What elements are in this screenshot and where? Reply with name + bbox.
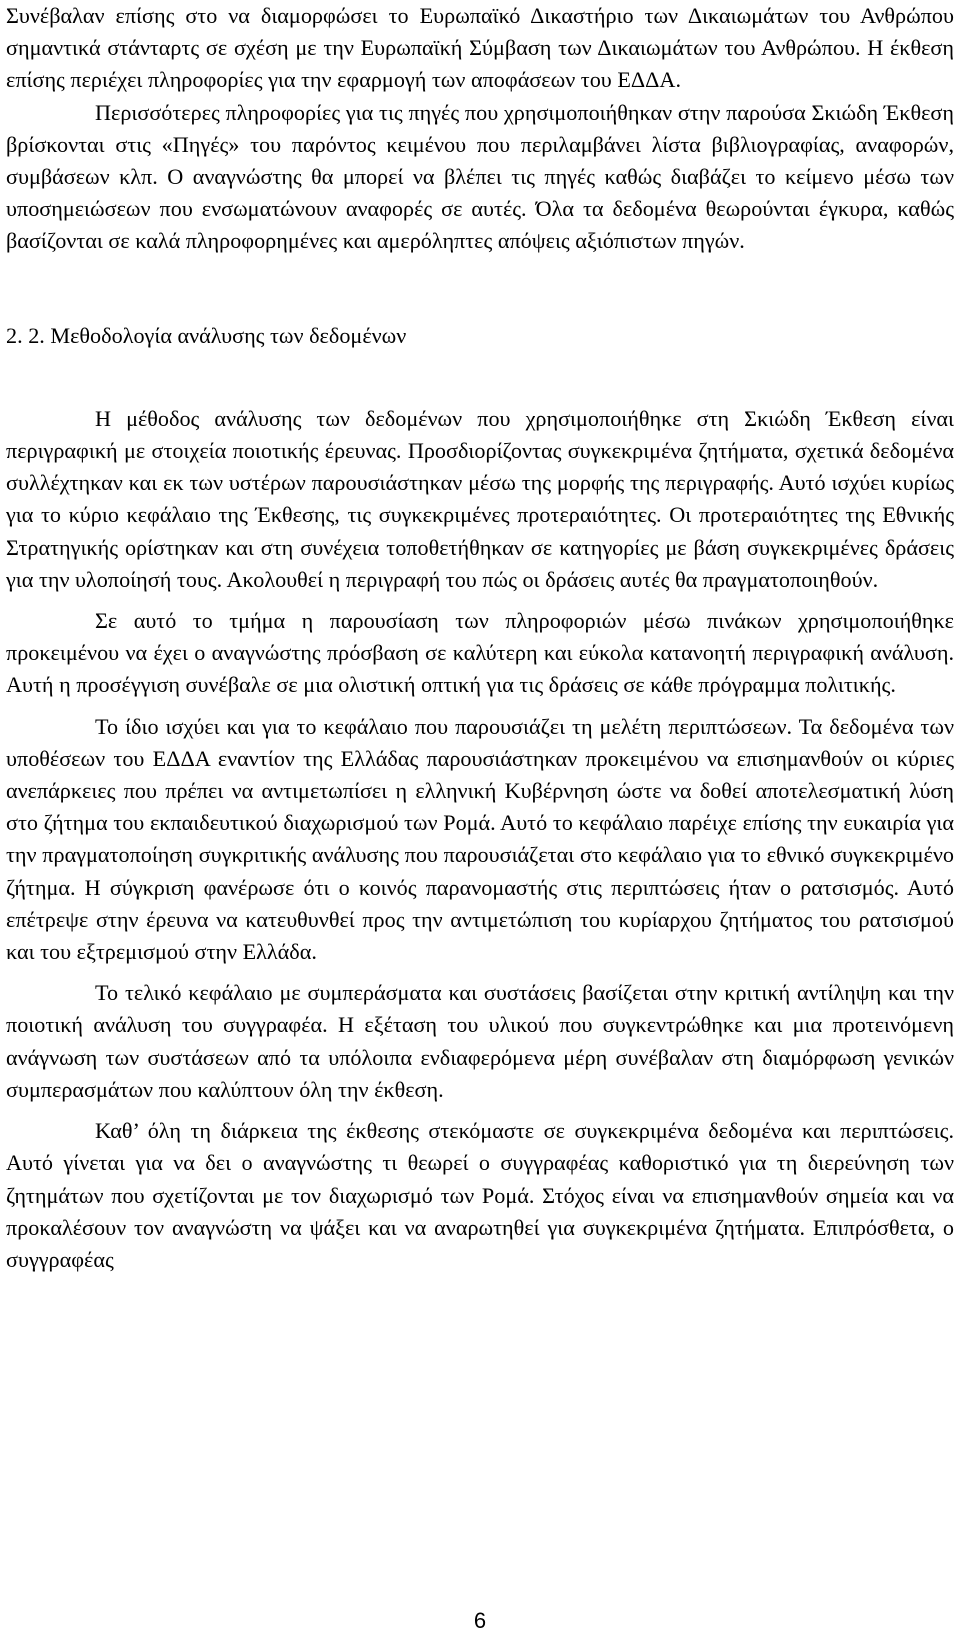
paragraph-specific-data: Καθ’ όλη τη διάρκεια της έκθεσης στεκόμαστε σε συγκεκριμένα δεδομένα και περιπτώσεις. Αυτό γίνεται για να δει ο αναγνώστης τι θεωρεί ο συγγραφέας καθοριστικό για τη διερεύνηση των ζητημάτων που σχετίζονται με τον διαχωρισμό των Ρομά. Στόχος είναι να επισημανθούν σημεία και να προκαλέσουν τον αναγνώστη να ψάξει και να αναρωτηθεί για συγκεκριμένα ζητήματα. Επιπρόσθετα, ο συγγραφέας <box>6 1118 954 1272</box>
paragraph-continuation: Συνέβαλαν επίσης στο να διαμορφώσει το Ευρωπαϊκό Δικαστήριο των Δικαιωμάτων του Ανθρώπου σημαντικά στάνταρτς σε σχέση με την Ευρωπαϊκή Σύμβαση των Δικαιωμάτων του Ανθρώπου. Η έκθεση επίσης περιέχει πληροφορίες για την εφαρμογή των αποφάσεων του ΕΔΔΑ. <box>6 3 954 93</box>
paragraph-sources: Περισσότερες πληροφορίες για τις πηγές που χρησιμοποιήθηκαν στην παρούσα Σκιώδη Έκθεση βρίσκονται στις «Πηγές» του παρόντος κειμένου που περιλαμβάνει λίστα βιβλιογραφίας, αναφορών, συμβάσεων κλπ. Ο αναγνώστης θα μπορεί να βλέπει τις πηγές καθώς διαβάζει το κείμενο μέσω των υποσημειώσεων που ενσωματώνουν αναφορές σε αυτές. Όλα τα δεδομένα θεωρούνται έγκυρα, καθώς βασίζονται σε καλά πληροφορημένες και αμερόληπτες απόψεις αξιόπιστων πηγών. <box>6 99 954 254</box>
paragraph-tables: Σε αυτό το τμήμα η παρουσίαση των πληροφοριών μέσω πινάκων χρησιμοποιήθηκε προκειμένου να έχει ο αναγνώστης πρόσβαση σε καλύτερη και εύκολα κατανοητή περιγραφική ανάλυση. Αυτή η προσέγγιση συνέβαλε σε μια ολιστική οπτική για τις δράσεις σε κάθε πρόγραμμα πολιτικής. <box>6 608 954 698</box>
document-page <box>6 0 954 1276</box>
section-heading: 2. 2. Μεθοδολογία ανάλυσης των δεδομένων <box>6 322 407 348</box>
page-number: 6 <box>473 1608 487 1633</box>
paragraph-case-studies: Το ίδιο ισχύει και για το κεφάλαιο που παρουσιάζει τη μελέτη περιπτώσεων. Τα δεδομένα των υποθέσεων του ΕΔΔΑ εναντίον της Ελλάδας παρουσιάστηκαν προκειμένου να επισημανθούν οι κύριες ανεπάρκειες που πρέπει να αντιμετωπίσει η ελληνική Κυβέρνηση ώστε να δοθεί αποτελεσματική λύση στο ζήτημα του εκπαιδευτικού διαχωρισμού των Ρομά. Αυτό το κεφάλαιο παρέιχε επίσης την ευκαιρία για την πραγματοποίηση συγκριτικής ανάλυσης που παρουσιάζεται στο κεφάλαιο για το εθνικό συγκεκριμένο ζήτημα. Η σύγκριση φανέρωσε ότι ο κοινός παρανομαστής στις περιπτώσεις ήταν ο ρατσισμός. Αυτό επέτρεψε στην έρευνα να κατευθυνθεί προς την αντιμετώπιση του κυρίαρχου ζητήματος του ρατσισμού και του εξτρεμισμού στην Ελλάδα. <box>6 713 954 965</box>
paragraph-conclusions: Το τελικό κεφάλαιο με συμπεράσματα και συστάσεις βασίζεται στην κριτική αντίληψη και την ποιοτική ανάλυση του συγγραφέα. Η εξέταση του υλικού που συγκεντρώθηκε και μια προτεινόμενη ανάγνωση των συστάσεων από τα υπόλοιπα ενδιαφερόμενα μέρη συνέβαλαν στη διαμόρφωση γενικών συμπερασμάτων που καλύπτουν όλη την έκθεση. <box>6 980 954 1102</box>
paragraph-methodology: Η μέθοδος ανάλυσης των δεδομένων που χρησιμοποιήθηκε στη Σκιώδη Έκθεση είναι περιγραφική με στοιχεία ποιοτικής έρευνας. Προσδιορίζοντας συγκεκριμένα ζητήματα, σχετικά δεδομένα συλλέχτηκαν και εκ των υστέρων παρουσιάστηκαν μέσω της μορφής της περιγραφής. Αυτό ισχύει κυρίως για το κύριο κεφάλαιο της Έκθεσης, τις συγκεκριμένες προτεραιότητες. Οι προτεραιότητες της Εθνικής Στρατηγικής ορίστηκαν και στη συνέχεια τοποθετήθηκαν σε κατηγορίες με βάση συγκεκριμένες δράσεις για την υλοποίησή τους. Ακολουθεί η περιγραφή του πώς οι δράσεις αυτές θα πραγματοποιηθούν. <box>6 405 954 592</box>
